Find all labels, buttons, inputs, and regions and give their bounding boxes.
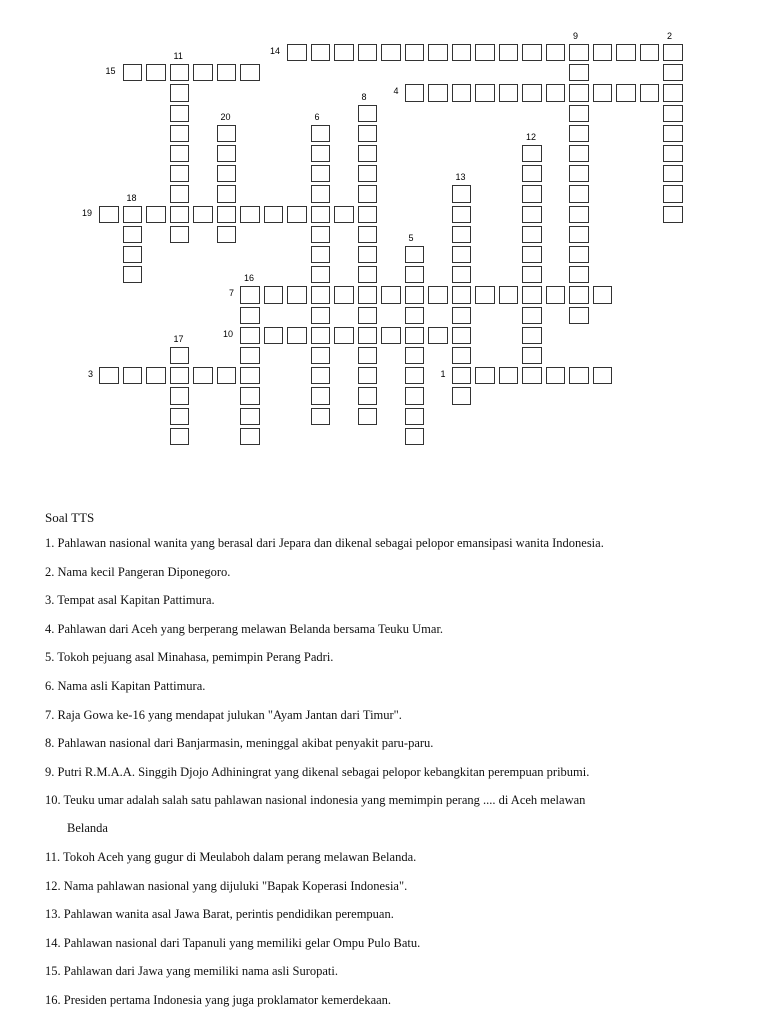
- crossword-cell[interactable]: [334, 206, 354, 223]
- crossword-cell[interactable]: [217, 125, 237, 142]
- crossword-cell[interactable]: [428, 84, 448, 101]
- crossword-cell[interactable]: [381, 286, 401, 303]
- crossword-cell[interactable]: [358, 367, 378, 384]
- crossword-cell[interactable]: [546, 44, 566, 61]
- crossword-cell[interactable]: [240, 367, 260, 384]
- crossword-cell[interactable]: [217, 64, 237, 81]
- clue-number-4: 4: [393, 86, 399, 97]
- clue-number-20: 20: [220, 111, 231, 122]
- crossword-cell[interactable]: [311, 266, 331, 283]
- crossword-cell[interactable]: [240, 408, 260, 425]
- crossword-cell[interactable]: [569, 44, 589, 61]
- crossword-cell[interactable]: [240, 307, 260, 324]
- crossword-cell[interactable]: [358, 105, 378, 122]
- crossword-cell[interactable]: [358, 387, 378, 404]
- crossword-cell[interactable]: [569, 307, 589, 324]
- clue-16: 16. Presiden pertama Indonesia yang juga proklamator kemerdekaan.: [45, 992, 392, 1007]
- crossword-cell[interactable]: [569, 185, 589, 202]
- clue-15: 15. Pahlawan dari Jawa yang memiliki nama asli Suropati.: [45, 964, 338, 979]
- clues-title: Soal TTS: [45, 510, 95, 525]
- clue-number-19: 19: [82, 207, 93, 218]
- crossword-cell[interactable]: [240, 286, 260, 303]
- crossword-cell[interactable]: [640, 44, 660, 61]
- clue-number-8: 8: [361, 91, 367, 102]
- crossword-cell[interactable]: [663, 185, 683, 202]
- clue-number-7: 7: [229, 288, 235, 299]
- crossword-cell[interactable]: [475, 84, 495, 101]
- crossword-cell[interactable]: [287, 44, 307, 61]
- crossword-cell[interactable]: [358, 165, 378, 182]
- crossword-cell[interactable]: [123, 226, 143, 243]
- crossword-cell[interactable]: [99, 206, 119, 223]
- crossword-cell[interactable]: [193, 64, 213, 81]
- crossword-cell[interactable]: [193, 206, 213, 223]
- crossword-cell[interactable]: [311, 226, 331, 243]
- clue-11: 11. Tokoh Aceh yang gugur di Meulaboh dalam perang melawan Belanda.: [45, 849, 417, 864]
- crossword-cell[interactable]: [334, 286, 354, 303]
- crossword-cell[interactable]: [311, 145, 331, 162]
- clue-number-18: 18: [126, 192, 137, 203]
- crossword-cell[interactable]: [405, 408, 425, 425]
- crossword-cell[interactable]: [358, 307, 378, 324]
- crossword-cell[interactable]: [616, 84, 636, 101]
- crossword-cell[interactable]: [593, 286, 613, 303]
- crossword-cell[interactable]: [452, 44, 472, 61]
- crossword-cell[interactable]: [405, 44, 425, 61]
- crossword-cell[interactable]: [522, 226, 542, 243]
- crossword-cell[interactable]: [663, 84, 683, 101]
- crossword-cell[interactable]: [217, 165, 237, 182]
- clue-number-16: 16: [244, 273, 255, 284]
- clue-number-3: 3: [88, 369, 94, 380]
- crossword-cell[interactable]: [475, 286, 495, 303]
- crossword-cell[interactable]: [452, 246, 472, 263]
- crossword-cell[interactable]: [522, 327, 542, 344]
- crossword-cell[interactable]: [428, 327, 448, 344]
- crossword-cell[interactable]: [663, 105, 683, 122]
- crossword-cell[interactable]: [311, 387, 331, 404]
- clue-1: 1. Pahlawan nasional wanita yang berasal dari Jepara dan dikenal sebagai pelopor emansipasi wanita Indonesia.: [45, 536, 604, 550]
- crossword-cell[interactable]: [240, 428, 260, 445]
- crossword-cell[interactable]: [170, 125, 190, 142]
- clue-number-5: 5: [408, 233, 414, 243]
- crossword-cell[interactable]: [499, 44, 519, 61]
- clue-number-13: 13: [455, 172, 466, 183]
- crossword-cell[interactable]: [405, 428, 425, 445]
- crossword-cell[interactable]: [170, 367, 190, 384]
- crossword-cell[interactable]: [475, 44, 495, 61]
- crossword-cell[interactable]: [311, 44, 331, 61]
- crossword-cell[interactable]: [123, 64, 143, 81]
- crossword-cell[interactable]: [475, 367, 495, 384]
- crossword-cell[interactable]: [170, 84, 190, 101]
- crossword-cell[interactable]: [264, 206, 284, 223]
- crossword-cell[interactable]: [99, 367, 119, 384]
- crossword-cell[interactable]: [405, 84, 425, 101]
- crossword-cell[interactable]: [217, 367, 237, 384]
- crossword-cell[interactable]: [452, 387, 472, 404]
- crossword-cell[interactable]: [569, 84, 589, 101]
- clue-number-12: 12: [526, 132, 537, 142]
- crossword-cell[interactable]: [311, 327, 331, 344]
- crossword-cell[interactable]: [358, 44, 378, 61]
- crossword-cell[interactable]: [452, 347, 472, 364]
- crossword-cell[interactable]: [452, 307, 472, 324]
- crossword-cell[interactable]: [546, 367, 566, 384]
- crossword-cell[interactable]: [381, 327, 401, 344]
- crossword-cell[interactable]: [569, 266, 589, 283]
- crossword-cell[interactable]: [569, 105, 589, 122]
- crossword-cell[interactable]: [452, 206, 472, 223]
- crossword-cell[interactable]: [358, 145, 378, 162]
- crossword-cell[interactable]: [569, 64, 589, 81]
- crossword-cell[interactable]: [405, 347, 425, 364]
- crossword-cell[interactable]: [593, 84, 613, 101]
- crossword-cell[interactable]: [146, 206, 166, 223]
- crossword-cell[interactable]: [569, 286, 589, 303]
- crossword-cell[interactable]: [358, 266, 378, 283]
- crossword-cell[interactable]: [193, 367, 213, 384]
- crossword-cell[interactable]: [311, 165, 331, 182]
- clue-9: 9. Putri R.M.A.A. Singgih Djojo Adhiningrat yang dikenal sebagai pelopor kebangkitan perempuan pribumi.: [45, 764, 590, 779]
- crossword-cell[interactable]: [663, 165, 683, 182]
- crossword-cell[interactable]: [170, 145, 190, 162]
- crossword-cell[interactable]: [311, 185, 331, 202]
- crossword-cell[interactable]: [170, 347, 190, 364]
- crossword-cell[interactable]: [240, 64, 260, 81]
- crossword-cell[interactable]: [170, 165, 190, 182]
- crossword-cell[interactable]: [663, 125, 683, 142]
- crossword-cell[interactable]: [240, 327, 260, 344]
- crossword-cell[interactable]: [170, 64, 190, 81]
- crossword-cell[interactable]: [452, 367, 472, 384]
- crossword-cell[interactable]: [358, 206, 378, 223]
- crossword-cell[interactable]: [405, 307, 425, 324]
- crossword-cell[interactable]: [663, 64, 683, 81]
- crossword-cell[interactable]: [311, 347, 331, 364]
- crossword-cell[interactable]: [522, 266, 542, 283]
- crossword-cell[interactable]: [170, 206, 190, 223]
- crossword-cell[interactable]: [240, 206, 260, 223]
- crossword-cell[interactable]: [123, 367, 143, 384]
- crossword-cell[interactable]: [358, 226, 378, 243]
- crossword-cell[interactable]: [287, 327, 307, 344]
- crossword-cell[interactable]: [522, 165, 542, 182]
- crossword-cell[interactable]: [146, 64, 166, 81]
- crossword-cell[interactable]: [311, 125, 331, 142]
- crossword-cell[interactable]: [287, 286, 307, 303]
- crossword-cell[interactable]: [593, 44, 613, 61]
- crossword-cell[interactable]: [240, 347, 260, 364]
- clue-number-14: 14: [270, 46, 281, 56]
- crossword-cell[interactable]: [569, 226, 589, 243]
- clue-4: 4. Pahlawan dari Aceh yang berperang melawan Belanda bersama Teuku Umar.: [45, 621, 444, 636]
- crossword-cell[interactable]: [569, 165, 589, 182]
- clue-5: 5. Tokoh pejuang asal Minahasa, pemimpin Perang Padri.: [45, 650, 334, 665]
- crossword-cell[interactable]: [663, 145, 683, 162]
- clue-number-17: 17: [173, 334, 184, 344]
- clue-number-2: 2: [667, 31, 673, 41]
- crossword-cell[interactable]: [123, 206, 143, 223]
- crossword-cell[interactable]: [123, 246, 143, 263]
- clue-12: 12. Nama pahlawan nasional yang dijuluki "Bapak Koperasi Indonesia".: [45, 878, 408, 893]
- crossword-cell[interactable]: [311, 206, 331, 223]
- crossword-cell[interactable]: [311, 286, 331, 303]
- crossword-cell[interactable]: [287, 206, 307, 223]
- crossword-cell[interactable]: [522, 286, 542, 303]
- crossword-cell[interactable]: [123, 266, 143, 283]
- crossword-cell[interactable]: [358, 185, 378, 202]
- clue-3: 3. Tempat asal Kapitan Pattimura.: [45, 593, 215, 608]
- crossword-cell[interactable]: [405, 367, 425, 384]
- crossword-cell[interactable]: [546, 84, 566, 101]
- clue-number-6: 6: [314, 111, 320, 122]
- crossword-cell[interactable]: [616, 44, 636, 61]
- crossword-cell[interactable]: [428, 286, 448, 303]
- crossword-cell[interactable]: [358, 327, 378, 344]
- crossword-cell[interactable]: [569, 145, 589, 162]
- clue-number-9: 9: [573, 31, 579, 41]
- crossword-cell[interactable]: [358, 286, 378, 303]
- crossword-cell[interactable]: [452, 84, 472, 101]
- crossword-cell[interactable]: [264, 327, 284, 344]
- crossword-cell[interactable]: [217, 206, 237, 223]
- crossword-cell[interactable]: [311, 307, 331, 324]
- crossword-cell[interactable]: [311, 367, 331, 384]
- crossword-cell[interactable]: [522, 84, 542, 101]
- crossword-cell[interactable]: [240, 387, 260, 404]
- crossword-cell[interactable]: [522, 307, 542, 324]
- crossword-cell[interactable]: [546, 286, 566, 303]
- crossword-cell[interactable]: [569, 367, 589, 384]
- crossword-cell[interactable]: [522, 206, 542, 223]
- crossword-cell[interactable]: [405, 286, 425, 303]
- clue-number-1: 1: [440, 369, 446, 380]
- crossword-cell[interactable]: [452, 266, 472, 283]
- crossword-cell[interactable]: [146, 367, 166, 384]
- clue-7: 7. Raja Gowa ke-16 yang mendapat julukan "Ayam Jantan dari Timur".: [45, 707, 402, 722]
- crossword-cell[interactable]: [170, 387, 190, 404]
- crossword-cell[interactable]: [569, 246, 589, 263]
- crossword-cell[interactable]: [358, 347, 378, 364]
- crossword-cell[interactable]: [428, 44, 448, 61]
- crossword-cell[interactable]: [663, 44, 683, 61]
- crossword-cell[interactable]: [405, 327, 425, 344]
- crossword-cell[interactable]: [593, 367, 613, 384]
- crossword-cell[interactable]: [522, 44, 542, 61]
- crossword-cell[interactable]: [499, 84, 519, 101]
- crossword-cell[interactable]: [311, 408, 331, 425]
- clues-section: [45, 510, 745, 1021]
- clue-number-11: 11: [173, 51, 183, 62]
- crossword-cell[interactable]: [334, 327, 354, 344]
- crossword-cell[interactable]: [499, 367, 519, 384]
- crossword-grid: [0, 0, 768, 460]
- crossword-cell[interactable]: [499, 286, 519, 303]
- clue-14: 14. Pahlawan nasional dari Tapanuli yang memiliki gelar Ompu Pulo Batu.: [45, 935, 421, 950]
- crossword-cell[interactable]: [452, 327, 472, 344]
- crossword-cell[interactable]: [358, 408, 378, 425]
- crossword-cell[interactable]: [358, 246, 378, 263]
- crossword-cell[interactable]: [452, 226, 472, 243]
- clue-8: 8. Pahlawan nasional dari Banjarmasin, meninggal akibat penyakit paru-paru.: [45, 736, 434, 751]
- crossword-cell[interactable]: [170, 185, 190, 202]
- crossword-cell[interactable]: [522, 145, 542, 162]
- crossword-cell[interactable]: [264, 286, 284, 303]
- crossword-cell[interactable]: [170, 408, 190, 425]
- crossword-cell[interactable]: [405, 387, 425, 404]
- crossword-cell[interactable]: [405, 266, 425, 283]
- crossword-cell[interactable]: [358, 125, 378, 142]
- crossword-cell[interactable]: [381, 44, 401, 61]
- crossword-cell[interactable]: [640, 84, 660, 101]
- clue-2: 2. Nama kecil Pangeran Diponegoro.: [45, 564, 231, 579]
- crossword-cell[interactable]: [217, 185, 237, 202]
- crossword-cell[interactable]: [522, 367, 542, 384]
- crossword-cell[interactable]: [170, 105, 190, 122]
- crossword-cell[interactable]: [217, 145, 237, 162]
- crossword-cell[interactable]: [569, 206, 589, 223]
- crossword-cell[interactable]: [663, 206, 683, 223]
- crossword-cell[interactable]: [452, 286, 472, 303]
- crossword-cell[interactable]: [452, 185, 472, 202]
- clue-number-10: 10: [223, 328, 234, 339]
- crossword-cell[interactable]: [334, 44, 354, 61]
- crossword-cell[interactable]: [311, 246, 331, 263]
- crossword-cell[interactable]: [569, 125, 589, 142]
- crossword-cell[interactable]: [405, 246, 425, 263]
- crossword-cell[interactable]: [522, 246, 542, 263]
- crossword-cell[interactable]: [522, 347, 542, 364]
- clue-number-15: 15: [105, 66, 116, 77]
- clue-13: 13. Pahlawan wanita asal Jawa Barat, perintis pendidikan perempuan.: [45, 907, 394, 922]
- clue-10: 10. Teuku umar adalah salah satu pahlawan nasional indonesia yang memimpin perang .... di Aceh melawan Belanda: [45, 793, 586, 836]
- crossword-cell[interactable]: [217, 226, 237, 243]
- crossword-cell[interactable]: [170, 428, 190, 445]
- crossword-cell[interactable]: [522, 185, 542, 202]
- clue-6: 6. Nama asli Kapitan Pattimura.: [45, 678, 206, 693]
- crossword-cell[interactable]: [170, 226, 190, 243]
